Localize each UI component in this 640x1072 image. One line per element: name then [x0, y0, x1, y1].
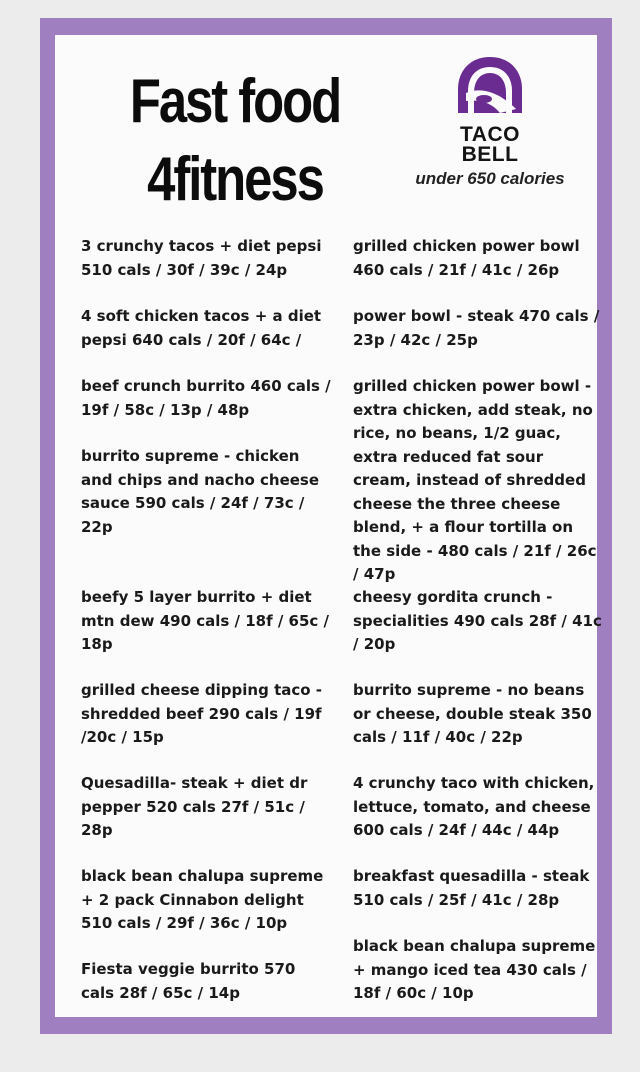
purple-frame: [40, 18, 612, 1034]
brand-line-1: TACO: [460, 123, 520, 146]
list-item: grilled cheese dipping taco - shredded beef 290 cals / 19f /20c / 15p: [81, 681, 323, 746]
list-item: grilled chicken power bowl 460 cals / 21f / 41c / 26p: [353, 237, 580, 279]
list-item: beefy 5 layer burrito + diet mtn dew 490 cals / 18f / 65c / 18p: [81, 588, 330, 653]
list-item: cheesy gordita crunch - specialities 490 cals 28f / 41c / 20p: [353, 588, 602, 653]
bell-logo-icon: [450, 53, 530, 119]
list-item: power bowl - steak 470 cals / 23p / 42c / 25p: [353, 307, 600, 349]
list-item: black bean chalupa supreme + 2 pack Cinnabon delight 510 cals / 29f / 36c / 10p: [81, 867, 324, 932]
page-title: [87, 63, 382, 218]
brand-name: [390, 125, 590, 165]
subtitle: under 650 calories: [415, 169, 565, 188]
list-item: burrito supreme - chicken and chips and nacho cheese sauce 590 cals / 24f / 73c / 22p: [81, 447, 320, 536]
list-item: grilled chicken power bowl - extra chicken, add steak, no rice, no beans, 1/2 guac, extra reduced fat sour cream, instead of shredded cheese the three cheese blend, + a flour tortilla on the side - 480 cals / 21f / 26c / 47p: [353, 377, 597, 583]
brand-line-2: BELL: [461, 143, 519, 166]
list-item: 4 soft chicken tacos + a diet pepsi 640 cals / 20f / 64c /: [81, 307, 322, 349]
taco-bell-logo: [390, 53, 590, 233]
list-item: burrito supreme - no beans or cheese, double steak 350 cals / 11f / 40c / 22p: [353, 681, 592, 746]
title-line-1: Fast food: [129, 67, 341, 136]
list-item: breakfast quesadilla - steak 510 cals / 25f / 41c / 28p: [353, 867, 590, 909]
list-item: Fiesta veggie burrito 570 cals 28f / 65c / 14p: [81, 960, 296, 1002]
list-item: 3 crunchy tacos + diet pepsi 510 cals / 30f / 39c / 24p: [81, 237, 322, 279]
title-line-2: 4fitness: [147, 144, 323, 214]
list-item: Quesadilla- steak + diet dr pepper 520 cals 27f / 51c / 28p: [81, 774, 308, 839]
list-item: 4 crunchy taco with chicken, lettuce, tomato, and cheese 600 cals / 24f / 44c / 44p: [353, 774, 595, 839]
list-item: black bean chalupa supreme + mango iced tea 430 cals / 18f / 60c / 10p: [353, 937, 596, 1002]
list-item: beef crunch burrito 460 cals / 19f / 58c / 13p / 48p: [81, 377, 331, 419]
menu-card: [55, 35, 602, 1017]
